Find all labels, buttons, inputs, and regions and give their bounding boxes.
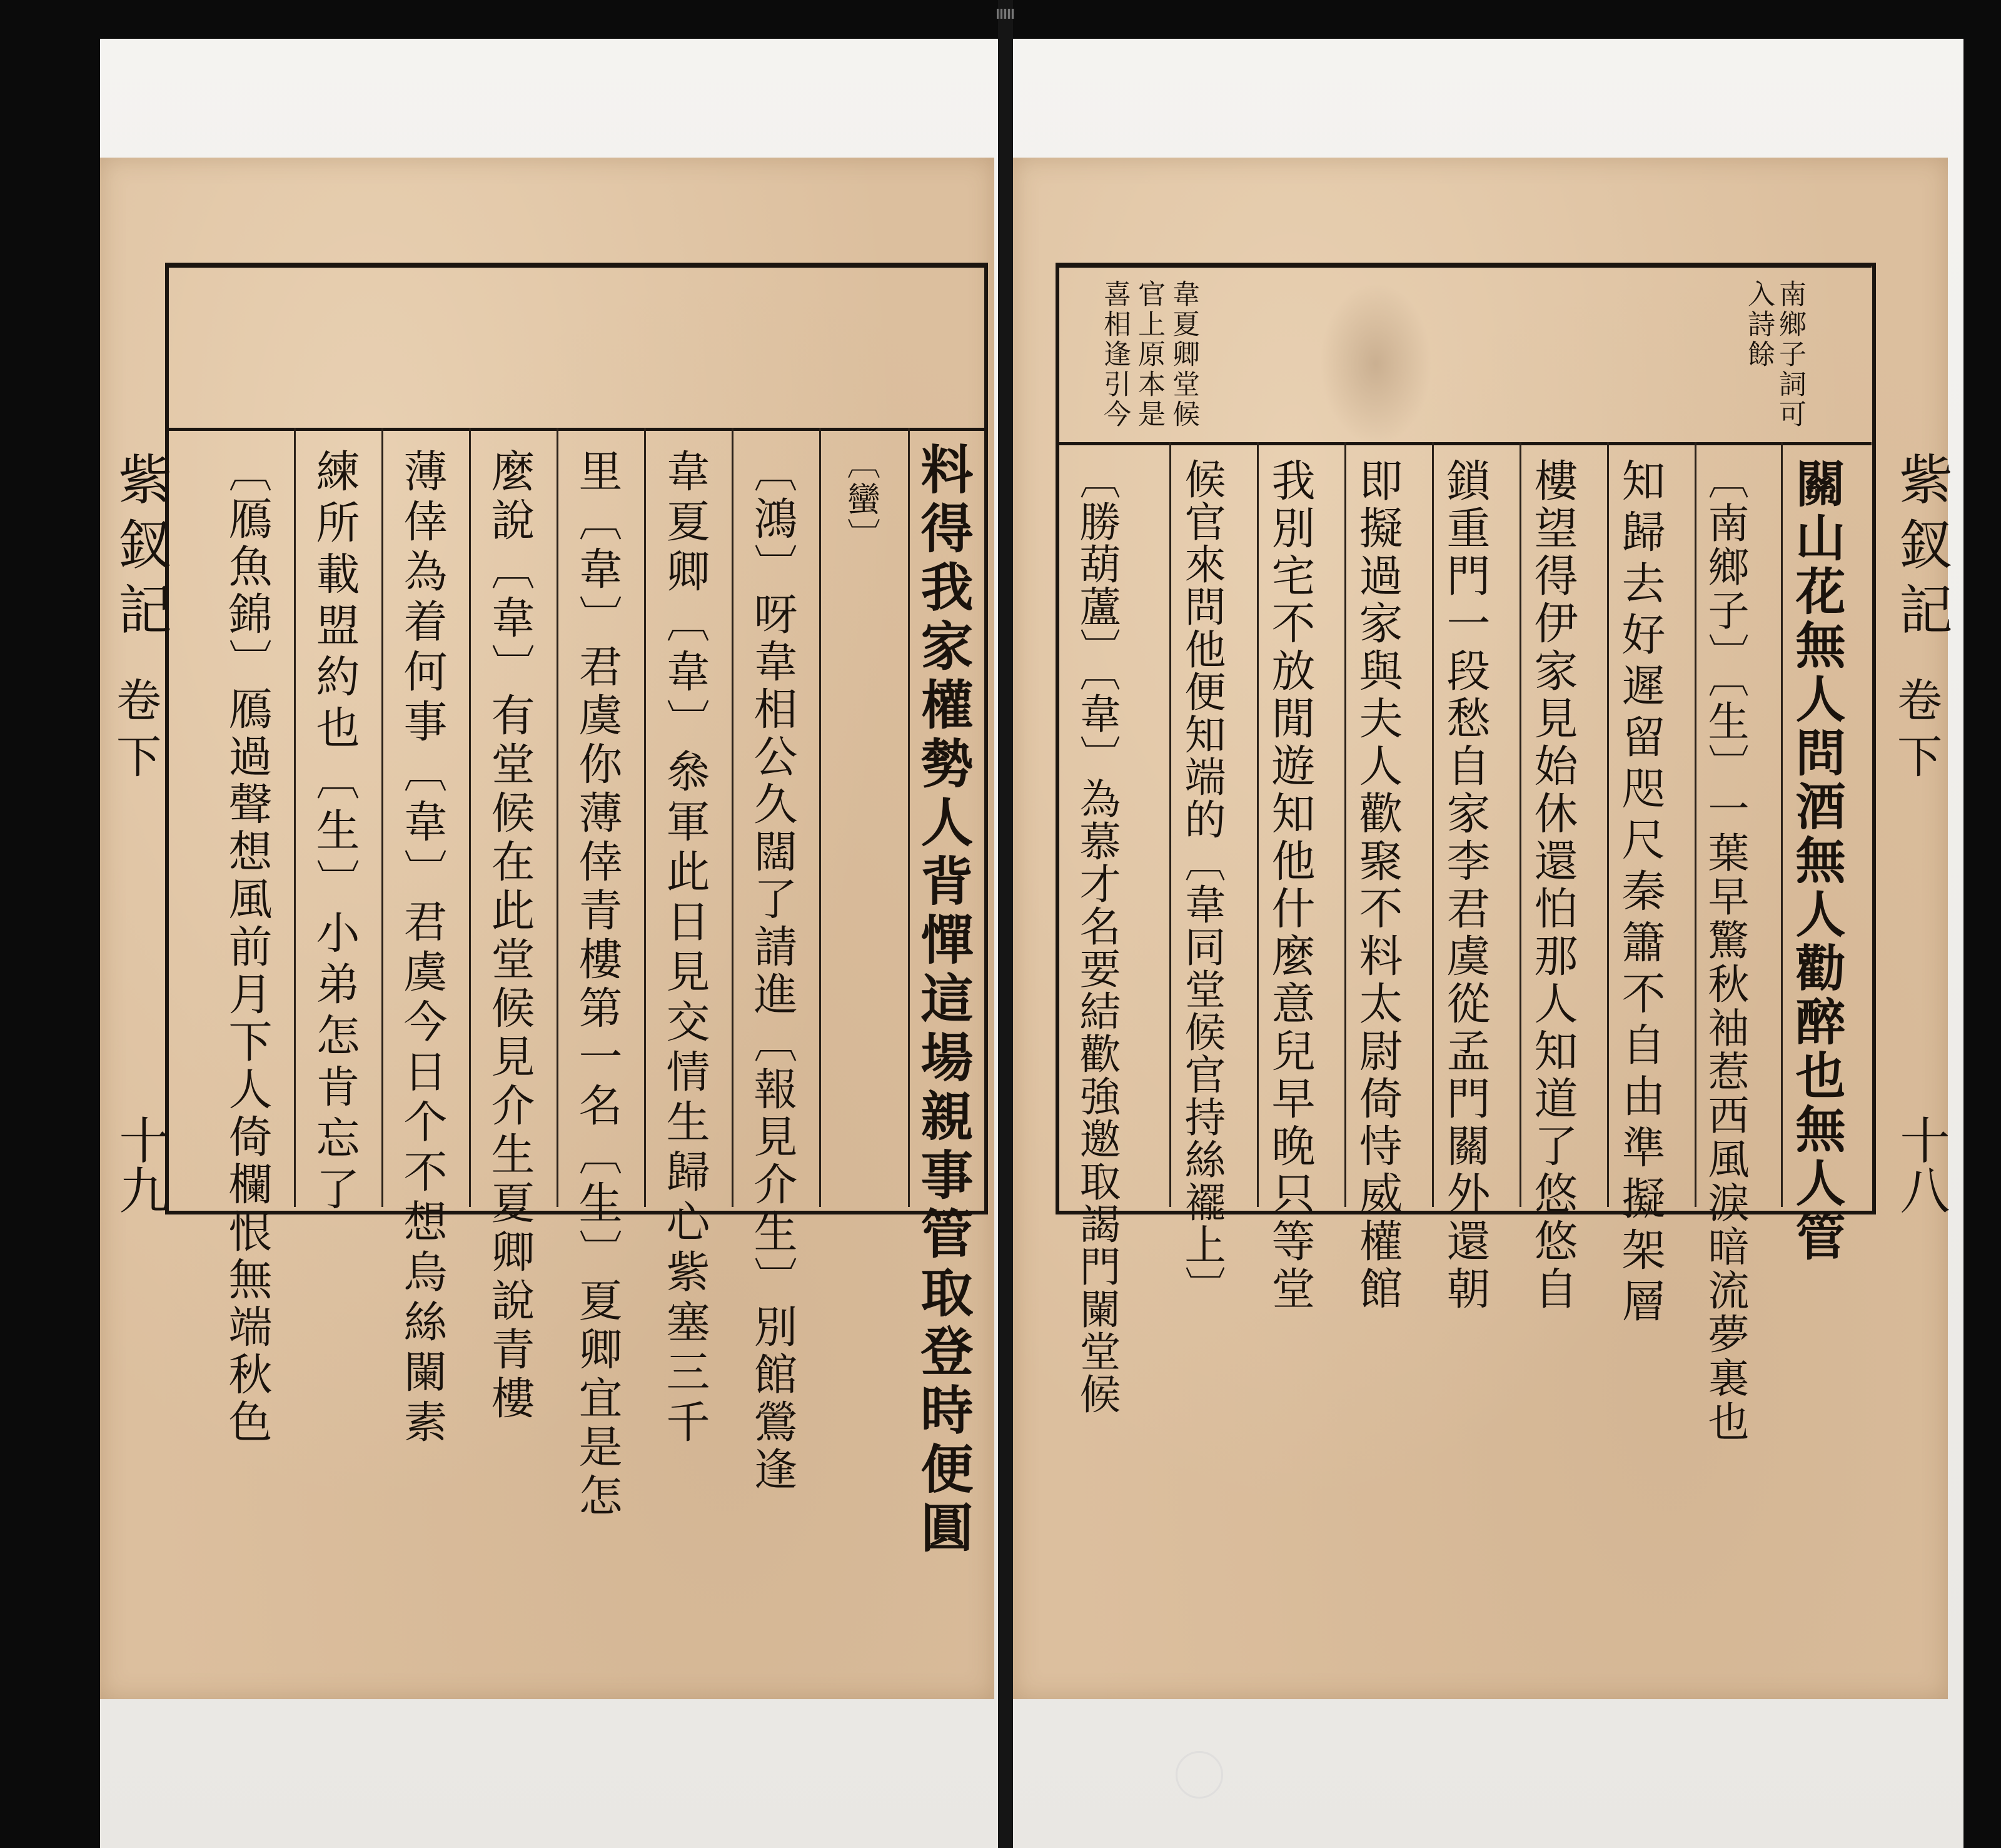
left-col-5: 里〔韋〕君虞你薄倖青樓第一名〔生〕夏卿宜是怎 bbox=[572, 448, 623, 1522]
right-col-4: 樓望得伊家見始休還怕那人知道了悠悠自 bbox=[1527, 458, 1578, 1313]
left-running-title: 紫釵記 bbox=[109, 452, 171, 647]
head-note-5: 喜相逢引今 bbox=[1099, 280, 1131, 430]
left-folio-number: 十九 bbox=[111, 1114, 169, 1214]
right-col-5: 鎖重門一段愁自家李君虞從孟門關外還朝 bbox=[1439, 458, 1491, 1313]
library-stamp-icon bbox=[1176, 1751, 1223, 1799]
right-col-3: 知歸去好遲留咫尺秦簫不自由準擬架層 bbox=[1615, 458, 1666, 1330]
head-note-4: 官上原本是 bbox=[1133, 280, 1165, 430]
right-col-9: 〔勝葫蘆〕〔韋〕為慕才名要結歡強邀取謁門闌堂候 bbox=[1072, 458, 1121, 1415]
book-gutter bbox=[998, 0, 1013, 1848]
head-note-3: 韋夏卿堂候 bbox=[1167, 280, 1199, 430]
left-fold-label: 卷下 bbox=[109, 677, 161, 789]
head-note-1: 南鄉子詞可 bbox=[1774, 280, 1806, 430]
right-folio-number: 十八 bbox=[1892, 1114, 1950, 1214]
left-col-2: 〔蠻〕 bbox=[842, 445, 881, 554]
right-fold-label: 卷下 bbox=[1890, 677, 1942, 789]
right-col-8: 候官來問他便知端的〔韋同堂候官持絲襬上〕 bbox=[1177, 458, 1226, 1308]
left-header-rule bbox=[165, 428, 984, 431]
left-col-4: 韋夏卿〔韋〕叅軍此日見交情生歸心紫塞三千 bbox=[659, 448, 710, 1449]
left-col-9: 〔鴈魚錦〕鴈過聲想風前月下人倚欄恨無端秋色 bbox=[221, 448, 273, 1447]
right-col-6: 即擬過家與夫人歡聚不料太尉倚恃威權館 bbox=[1352, 458, 1403, 1313]
spine-stitching bbox=[997, 9, 1014, 19]
right-col-1: 關山花無人問酒無人勸醉也無人管 bbox=[1787, 458, 1846, 1265]
right-leaf bbox=[1013, 158, 1952, 1699]
head-note-2: 入詩餘 bbox=[1743, 280, 1775, 370]
right-header-rule bbox=[1056, 442, 1872, 445]
left-col-3: 〔鴻〕呀韋相公久闊了請進〔報見介生〕別館鶯逢 bbox=[747, 448, 798, 1494]
right-col-2: 〔南鄉子〕〔生〕一葉早驚秋袖惹西風淚暗流夢裏也 bbox=[1701, 458, 1749, 1444]
left-col-6: 麼說〔韋〕有堂候在此堂候見介生夏卿說青樓 bbox=[484, 448, 535, 1424]
left-leaf bbox=[100, 158, 994, 1699]
left-col-1: 料得我家權勢人背憚這場親事管取登時便圓 bbox=[912, 442, 974, 1559]
left-col-8: 練所載盟約也〔生〕小弟怎肯忘了 bbox=[309, 448, 360, 1218]
right-col-7: 我別宅不放閒遊知他什麼意兒早晚只等堂 bbox=[1264, 458, 1316, 1313]
right-running-title: 紫釵記 bbox=[1890, 452, 1952, 647]
left-col-7: 薄倖為着何事〔韋〕君虞今日个不想烏絲闌素 bbox=[396, 448, 448, 1449]
